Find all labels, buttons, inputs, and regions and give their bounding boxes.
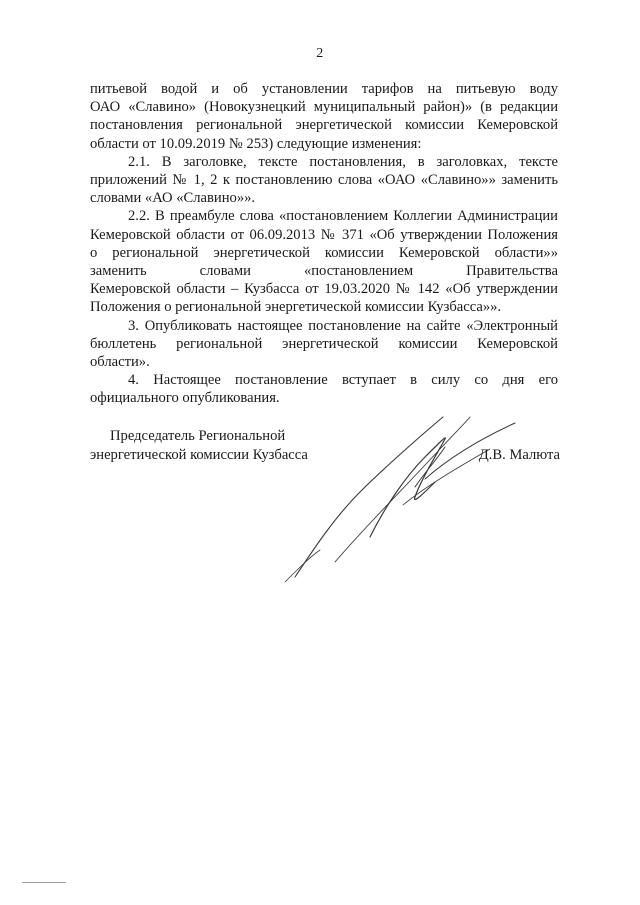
text-line: словами «АО «Славино»». xyxy=(90,190,256,207)
text-line: 3. Опубликовать настоящее постановление на сайте «Электронный xyxy=(128,317,558,334)
text-line: 2.1. В заголовке, тексте постановления, в заголовках, тексте xyxy=(128,153,558,170)
paragraph-2-1 xyxy=(90,153,558,208)
text-line: бюллетень региональной энергетической комиссии Кемеровской xyxy=(90,335,558,352)
paragraph-3 xyxy=(90,317,558,372)
text-line: ОАО «Славино» (Новокузнецкий муниципальный район)» (в редакции xyxy=(90,99,558,116)
text-line: Кемеровской области – Кузбасса от 19.03.2020 № 142 «Об утверждении xyxy=(90,281,558,298)
text-line: постановления региональной энергетической комиссии Кемеровской xyxy=(90,117,558,134)
footer-rule xyxy=(22,882,66,883)
text-line: области от 10.09.2019 № 253) следующие изменения: xyxy=(90,135,422,152)
page-number: 2 xyxy=(316,46,324,61)
paragraph-2-2 xyxy=(90,207,558,316)
text-line: Положения о региональной энергетической комиссии Кузбасса»». xyxy=(90,299,502,316)
handwritten-signature xyxy=(275,387,525,587)
document-body xyxy=(90,80,558,408)
text-line: официального опубликования. xyxy=(90,390,280,407)
signatory-name: Д.В. Малюта xyxy=(478,447,560,463)
text-line: питьевой водой и об установлении тарифов на питьевую воду xyxy=(90,81,558,97)
signatory-title-line2: энергетической комиссии Кузбасса xyxy=(90,447,308,463)
signatory-title-line1: Председатель Региональной xyxy=(110,428,286,444)
text-line: 4. Настоящее постановление вступает в силу со дня его xyxy=(128,372,558,389)
text-line: о региональной энергетической комиссии Кемеровской области»» xyxy=(90,244,558,261)
signature-block xyxy=(90,427,560,587)
text-line: заменить словами «постановлением Правительства xyxy=(90,263,558,280)
text-line: Кемеровской области от 06.09.2013 № 371 «Об утверждении Положения xyxy=(90,226,558,243)
text-line: приложений № 1, 2 к постановлению слова «ОАО «Славино»» заменить xyxy=(90,172,558,189)
text-line: области». xyxy=(90,354,150,371)
paragraph-amendment-continuation xyxy=(90,80,558,153)
text-line: 2.2. В преамбуле слова «постановлением Коллегии Администрации xyxy=(128,208,558,225)
